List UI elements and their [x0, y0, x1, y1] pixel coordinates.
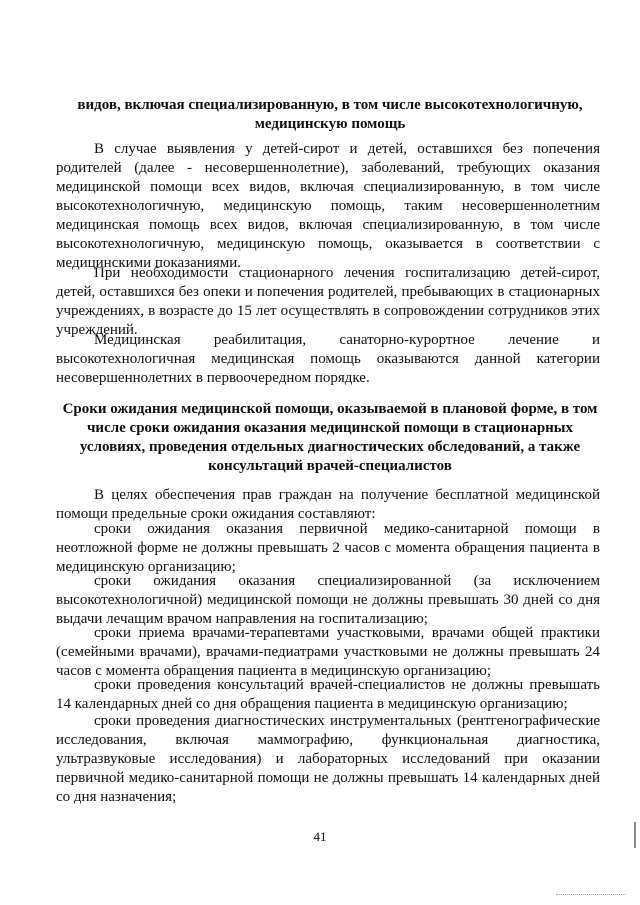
section-heading: Сроки ожидания медицинской помощи, оказываемой в плановой форме, в том числе сроки ожидания оказания медицинской помощи в стационарных условиях, проведения отдельных диагностических обследований, а также консультаций врачей-специалистов: [62, 401, 598, 474]
paragraph-9: сроки проведения диагностических инструментальных (рентгенографические исследования, включая маммографию, функциональная диагностика, ультразвуковые исследования) и лабораторных исследований при оказании первичной медико-санитарной помощи не должны превышать 14 календарных дней со дня назначения;: [56, 713, 600, 805]
paragraph-8: сроки проведения консультаций врачей-специалистов не должны превышать 14 календарных дней со дня обращения пациента в медицинскую организацию;: [56, 677, 600, 712]
paragraph-2: При необходимости стационарного лечения госпитализацию детей-сирот, детей, оставшихся без опеки и попечения родителей, пребывающих в стационарных учреждениях, в возрасте до 15 лет осуществлять в сопровождении сотрудников этих учреждений.: [56, 265, 600, 338]
paragraph-1: В случае выявления у детей-сирот и детей, оставшихся без попечения родителей (далее - несовершеннолетние), заболеваний, требующих оказания медицинской помощи всех видов, включая специализированную, в том числе высокотехнологичную, медицинскую помощь, таким несовершеннолетним медицинская помощь всех видов, включая специализированную, в том числе высокотехнологичную, медицинскую помощь, оказывается в соответствии с медицинскими показаниями.: [56, 141, 600, 271]
scan-edge-mark: [634, 822, 636, 848]
paragraph-4: В целях обеспечения прав граждан на получение бесплатной медицинской помощи предельные сроки ожидания составляют:: [56, 487, 600, 522]
paragraph-3: Медицинская реабилитация, санаторно-курортное лечение и высокотехнологичная медицинская помощь оказываются данной категории несовершеннолетних в первоочередном порядке.: [56, 332, 600, 386]
paragraph-5: сроки ожидания оказания первичной медико-санитарной помощи в неотложной форме не должны превышать 2 часов с момента обращения пациента в медицинскую организацию;: [56, 521, 600, 575]
paragraph-7: сроки приема врачами-терапевтами участковыми, врачами общей практики (семейными врачами), врачами-педиатрами участковыми не должны превышать 24 часов с момента обращения пациента в медицинскую организацию;: [56, 625, 600, 679]
page-number: 41: [313, 829, 327, 844]
scan-artifact: [556, 894, 626, 897]
heading-top: видов, включая специализированную, в том числе высокотехнологичную, медицинскую помощь: [77, 97, 583, 132]
paragraph-6: сроки ожидания оказания специализированной (за исключением высокотехнологичной) медицинской помощи не должны превышать 30 дней со дня выдачи лечащим врачом направления на госпитализацию;: [56, 573, 600, 627]
